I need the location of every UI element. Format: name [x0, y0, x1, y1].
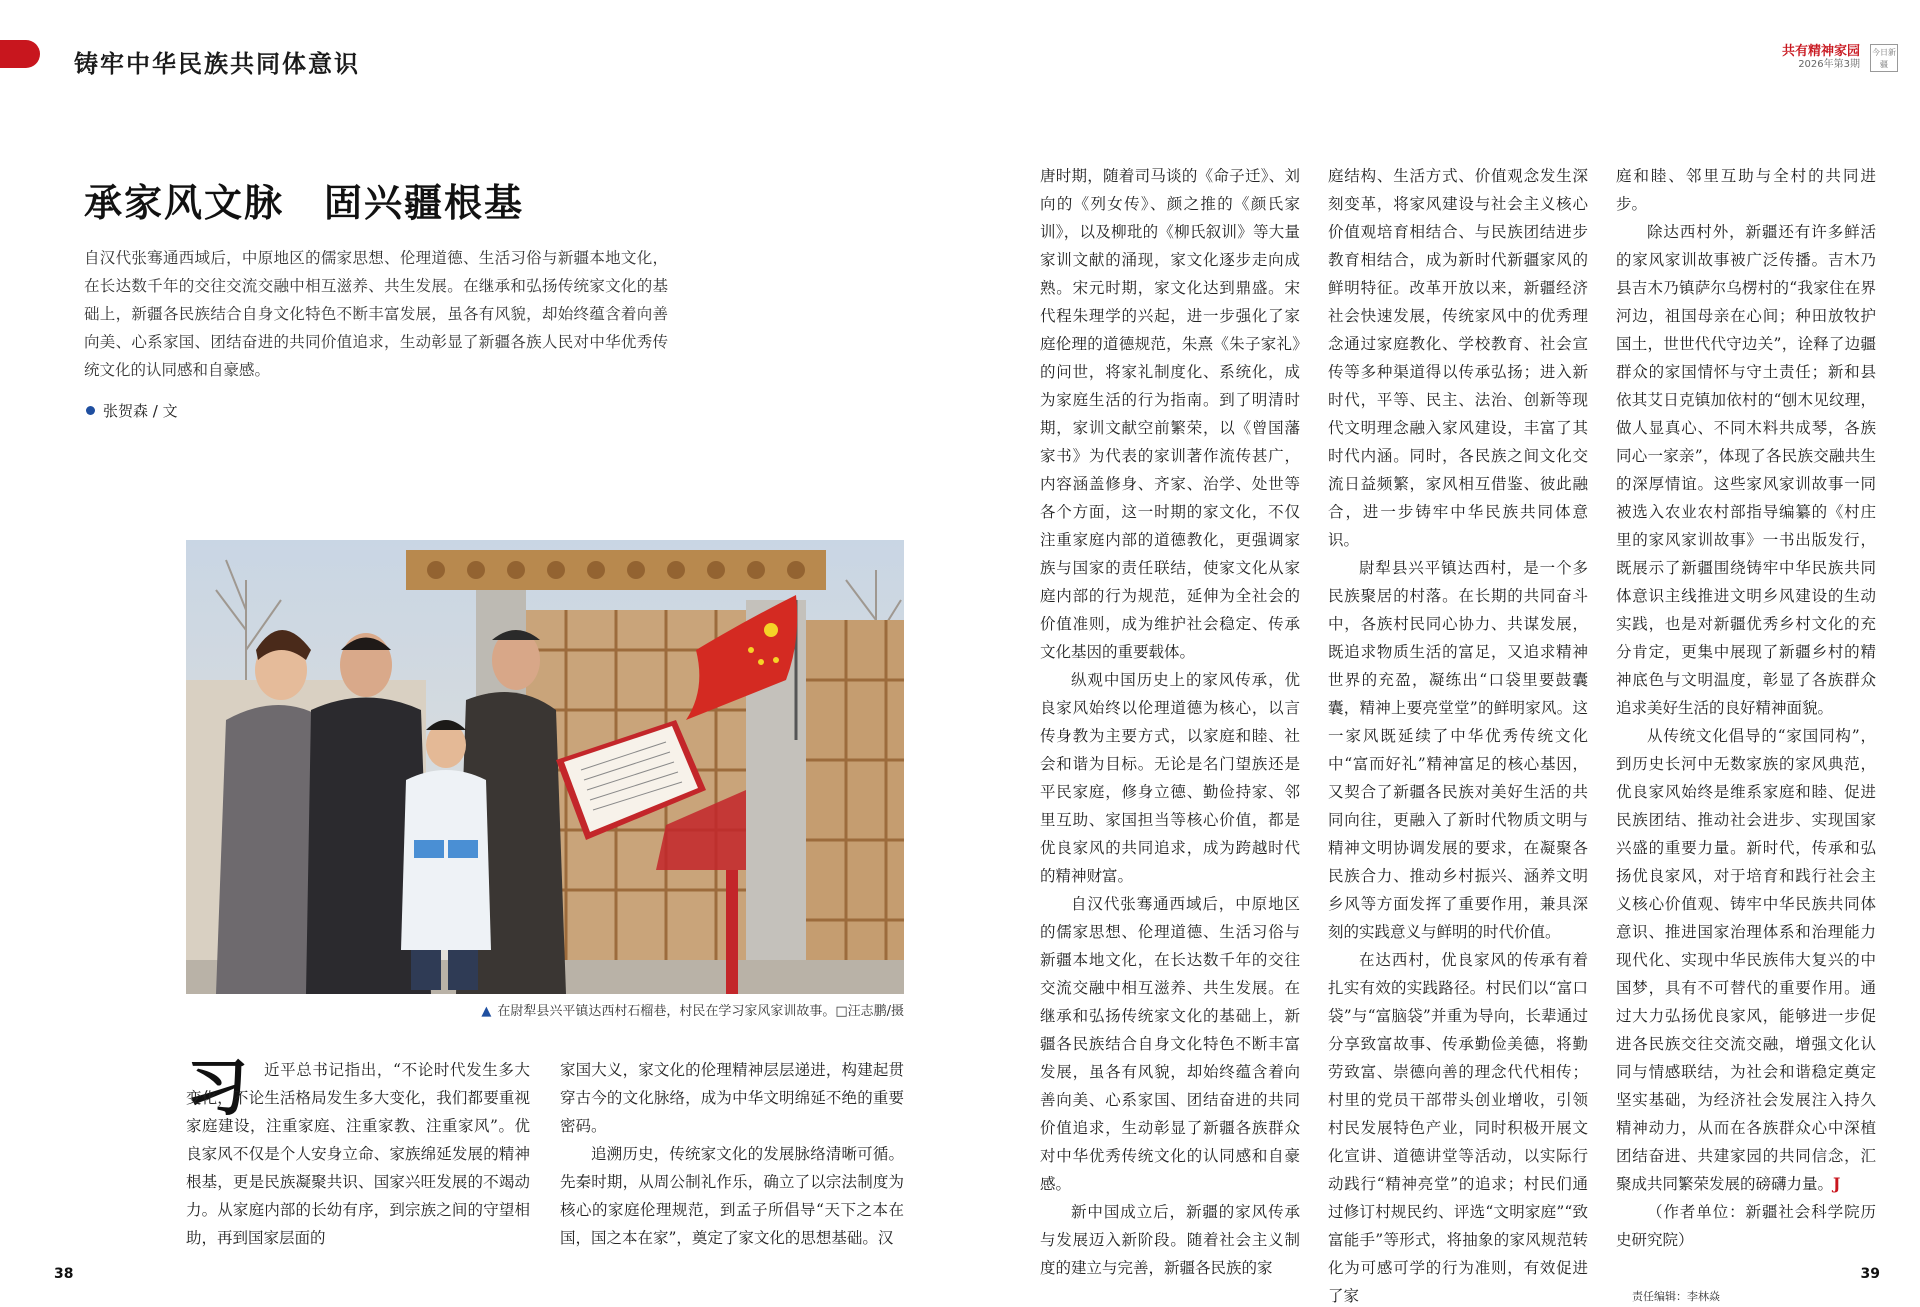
- column-2: [560, 1056, 904, 1252]
- article-photo: [186, 540, 904, 994]
- article-lede: 自汉代张骞通西域后，中原地区的儒家思想、伦理道德、生活习俗与新疆本地文化，在长达数千年的交往交流交融中相互滋养、共生发展。在继承和弘扬传统家文化的基础上，新疆各民族结合自身文化特色不断丰富发展，虽各有风貌，却始终蕴含着向善向美、心系家国、团结奋进的共同价值追求，生动彰显了新疆各族人民对中华优秀传统文化的认同感和自豪感。: [84, 249, 668, 379]
- page-number-right: 39: [1860, 1266, 1880, 1282]
- paragraph: 纵观中国历史上的家风传承，优良家风始终以伦理道德为核心，以言传身教为主要方式，以家庭和睦、社会和谐为目标。无论是名门望族还是平民家庭，修身立德、勤俭持家、邻里互助、家国担当等核心价值，都是优良家风的共同追求，成为跨越时代的精神财富。: [1040, 671, 1300, 885]
- author-affiliation: （作者单位：新疆社会科学院历史研究院）: [1616, 1203, 1876, 1249]
- byline: [86, 400, 178, 421]
- section-marker: [0, 40, 40, 68]
- paragraph: 自汉代张骞通西域后，中原地区的儒家思想、伦理道德、生活习俗与新疆本地文化，在长达数千年的交往交流交融中相互滋养、共生发展。在继承和弘扬传统家文化的基础上，新疆各民族结合自身文化特色不断丰富发展，虽各有风貌，却始终蕴含着向善向美、心系家国、团结奋进的共同价值追求，生动彰显了新疆各族群众对中华优秀传统文化的认同感和自豪感。: [1040, 895, 1300, 1193]
- end-mark: J: [1833, 1174, 1841, 1193]
- paragraph: 在达西村，优良家风的传承有着扎实有效的实践路径。村民们以“富口袋”与“富脑袋”并重为导向，长辈通过分享致富故事、传承勤俭美德，将勤劳致富、崇德向善的理念代代相传；村里的党员干部带头创业增收，引领村民发展特色产业，同时积极开展文化宣讲、道德讲堂等活动，以实际行动践行“精神亮堂”的追求；村民们通过修订村规民约、评选“文明家庭”“致富能手”等形式，将抽象的家风规范转化为可感可学的行为准则，有效促进了家: [1328, 951, 1588, 1305]
- photo-caption: [186, 1000, 904, 1019]
- photo-illustration: [186, 540, 904, 994]
- paragraph-text: 从传统文化倡导的“家国同构”，到历史长河中无数家族的家风典范，优良家风始终是维系家庭和睦、促进民族团结、推动社会进步、实现国家兴盛的重要力量。新时代，传承和弘扬优良家风，对于培育和践行社会主义核心价值观、铸牢中华民族共同体意识、推进国家治理体系和治理能力现代化、实现中华民族伟大复兴的中国梦，具有不可替代的重要作用。通过大力弘扬优良家风，能够进一步促进各民族交往交流交融，增强文化认同与情感联结，为社会和谐稳定奠定坚实基础，为经济社会发展注入持久精神动力，从而在各族群众心中深植团结奋进、共建家园的共同信念，汇聚成共同繁荣发展的磅礴力量。: [1616, 727, 1876, 1193]
- paragraph: 追溯历史，传统家文化的发展脉络清晰可循。先秦时期，从周公制礼作乐，确立了以宗法制度为核心的家庭伦理规范，到孟子所倡导“天下之本在国，国之本在家”，奠定了家文化的思想基础。汉: [560, 1145, 904, 1247]
- paragraph: 庭和睦、邻里互助与全村的共同进步。: [1616, 167, 1876, 213]
- author: 张贺森 / 文: [103, 402, 178, 420]
- paragraph: [1616, 722, 1876, 1198]
- paragraph: 除达西村外，新疆还有许多鲜活的家风家训故事被广泛传播。吉木乃县吉木乃镇萨尔乌楞村的“我家住在界河边，祖国母亲在心间；种田放牧护国土，世世代代守边关”，诠释了边疆群众的家国情怀与守土责任；新和县依其艾日克镇加依村的“刨木见纹理，做人显真心、不同木料共成琴，各族同心一家亲”，体现了各民族交融共生的深厚情谊。这些家风家训故事一同被选入农业农村部指导编纂的《村庄里的家风家训故事》一书出版发行，既展示了新疆围绕铸牢中华民族共同体意识主线推进文明乡风建设的生动实践，也是对新疆优秀乡村文化的充分肯定，更集中展现了新疆乡村的精神底色与文明温度，彰显了各族群众追求美好生活的良好精神面貌。: [1616, 223, 1876, 717]
- column-4: [1328, 162, 1588, 1307]
- column-3: [1040, 162, 1300, 1282]
- triangle-icon: ▲: [481, 1004, 492, 1019]
- paragraph: 新中国成立后，新疆的家风传承与发展迈入新阶段。随着社会主义制度的建立与完善，新疆各民族的家: [1040, 1203, 1300, 1277]
- page-number-left: 38: [54, 1266, 74, 1282]
- column-1: [186, 1051, 530, 1252]
- caption-text: 在尉犁县兴平镇达西村石榴巷，村民在学习家风家训故事。□汪志鹏/摄: [497, 1004, 904, 1019]
- paragraph: 近平总书记指出，“不论时代发生多大变化，不论生活格局发生多大变化，我们都要重视家庭建设，注重家庭、注重家教、注重家风”。优良家风不仅是个人安身立命、家族绵延发展的精神根基，更是民族凝聚共识、国家兴旺发展的不竭动力。从家庭内部的长幼有序，到宗族之间的守望相助，再到国家层面的: [186, 1061, 530, 1247]
- magazine-brand: [1782, 44, 1860, 71]
- magazine-logo: 今日新疆: [1870, 44, 1898, 72]
- drop-cap: 习: [186, 1051, 249, 1124]
- article-title: 承家风文脉 固兴疆根基: [84, 181, 525, 225]
- section-title: 铸牢中华民族共同体意识: [74, 49, 360, 78]
- bullet-icon: [86, 406, 95, 415]
- paragraph: 尉犁县兴平镇达西村，是一个多民族聚居的村落。在长期的共同奋斗中，各族村民同心协力、共谋发展，既追求物质生活的富足，又追求精神世界的充盈，凝练出“口袋里要鼓囊囊，精神上要亮堂堂”的鲜明家风。这一家风既延续了中华优秀传统文化中“富而好礼”精神富足的核心基因，又契合了新疆各民族对美好生活的共同向往，更融入了新时代物质文明与精神文明协调发展的要求，在凝聚各民族合力、推动乡村振兴、涵养文明乡风等方面发挥了重要作用，兼具深刻的实践意义与鲜明的时代价值。: [1328, 559, 1588, 941]
- paragraph: 唐时期，随着司马谈的《命子迁》、刘向的《列女传》、颜之推的《颜氏家训》，以及柳玭的《柳氏叙训》等大量家训文献的涌现，家文化逐步走向成熟。宋元时期，家文化达到鼎盛。宋代程朱理学的兴起，进一步强化了家庭伦理的道德规范，朱熹《朱子家礼》的问世，将家礼制度化、系统化，成为家庭生活的行为指南。到了明清时期，家训文献空前繁荣，以《曾国藩家书》为代表的家训著作流传甚广，内容涵盖修身、齐家、治学、处世等各个方面，这一时期的家文化，不仅注重家庭内部的道德教化，更强调家族与国家的责任联结，使家文化从家庭内部的行为规范，延伸为全社会的价值准则，成为维护社会稳定、传承文化基因的重要载体。: [1040, 167, 1300, 661]
- responsible-editor: 责任编辑：李林焱: [1632, 1290, 1720, 1303]
- paragraph: 家国大义，家文化的伦理精神层层递进，构建起贯穿古今的文化脉络，成为中华文明绵延不绝的重要密码。: [560, 1061, 904, 1135]
- paragraph: 庭结构、生活方式、价值观念发生深刻变革，将家风建设与社会主义核心价值观培育相结合、与民族团结进步教育相结合，成为新时代新疆家风的鲜明特征。改革开放以来，新疆经济社会快速发展，传统家风中的优秀理念通过家庭教化、学校教育、社会宣传等多种渠道得以传承弘扬；进入新时代，平等、民主、法治、创新等现代文明理念融入家风建设，丰富了其时代内涵。同时，各民族之间文化交流日益频繁，家风相互借鉴、彼此融合，进一步铸牢中华民族共同体意识。: [1328, 167, 1588, 549]
- column-5: [1616, 162, 1876, 1254]
- brand-name: 共有精神家园: [1781, 44, 1860, 59]
- issue-number: 2026年第3期: [1798, 59, 1860, 70]
